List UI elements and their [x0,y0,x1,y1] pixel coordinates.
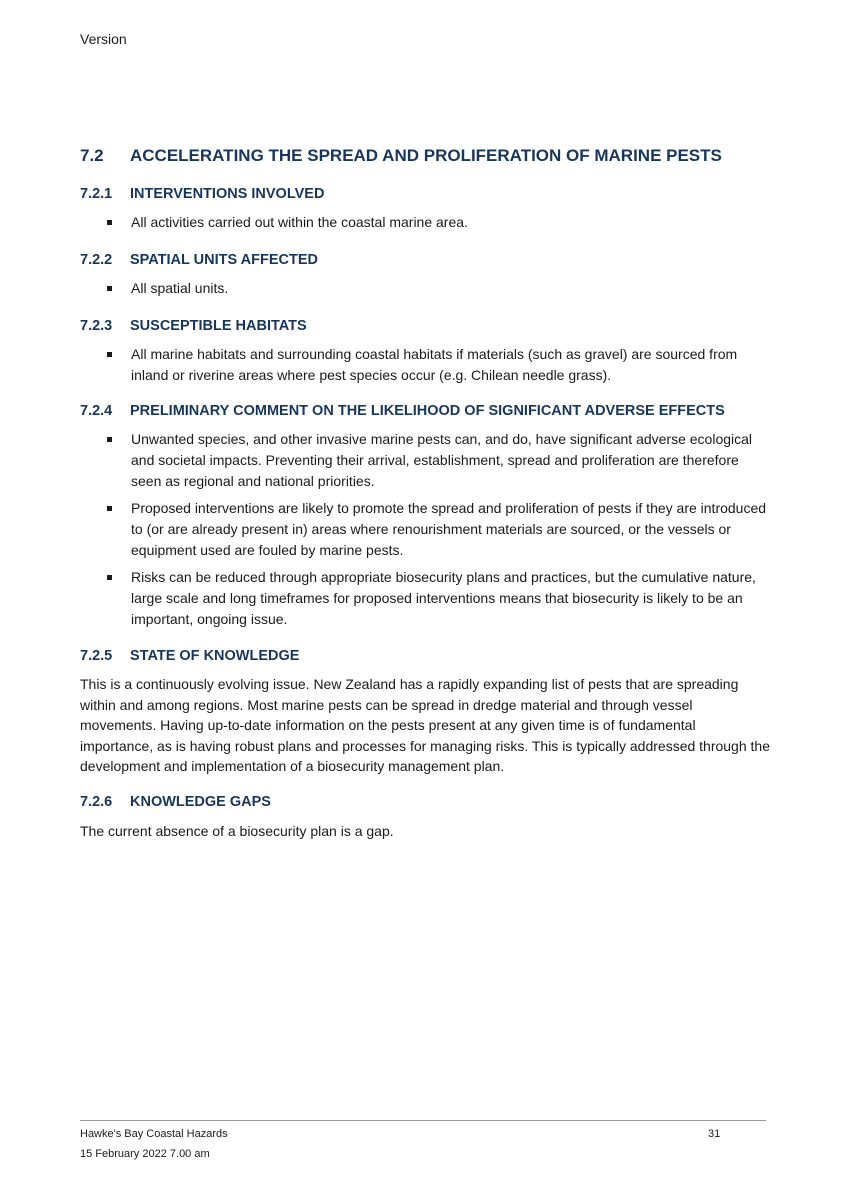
subsection-title: SPATIAL UNITS AFFECTED [130,252,318,268]
section-title: ACCELERATING THE SPREAD AND PROLIFERATION OF MARINE PESTS [130,146,722,165]
subsection-number: 7.2.1 [80,186,113,202]
paragraph: This is a continuously evolving issue. New Zealand has a rapidly expanding list of pests that are spreading within and among regions. Most marine pests can be spread in dredge material and through vessel movements. Having up-to-date information on the pests present at any given time is of fundamental importance, as is having robust plans and processes for managing risks. This is typically addressed through the development and implementation of a biosecurity management plan. [80,676,770,774]
header-version: Version [80,31,127,47]
bullet-text: All spatial units. [131,280,229,296]
footer-date: 15 February 2022 7.00 am [80,1148,210,1160]
footer-doc-title: Hawke's Bay Coastal Hazards [80,1128,228,1140]
bullet-text: All activities carried out within the coastal marine area. [131,214,468,230]
subsection-number: 7.2.2 [80,252,113,268]
subsection-number: 7.2.6 [80,794,113,810]
subsection-heading-state-of-knowledge [80,648,300,664]
bullet-marker [107,575,112,580]
subsection-title: STATE OF KNOWLEDGE [130,648,300,664]
section-number: 7.2 [80,146,104,165]
paragraph: The current absence of a biosecurity plan is a gap. [80,823,394,839]
bullet-text: All marine habitats and surrounding coastal habitats if materials (such as gravel) are sourced from inland or riverine areas where pest species occur (e.g. Chilean needle grass). [131,346,738,383]
subsection-title: INTERVENTIONS INVOLVED [130,186,325,202]
subsection-number: 7.2.5 [80,648,113,664]
subsection-heading-habitats [80,318,307,334]
bullet-marker [107,286,112,291]
subsection-number: 7.2.3 [80,318,113,334]
bullet-marker [107,220,112,225]
bullet-marker [107,352,112,357]
subsection-number: 7.2.4 [80,403,113,419]
bullet-text: Unwanted species, and other invasive marine pests can, and do, have significant adverse ecological and societal impacts. Preventing their arrival, establishment, spread and proliferation are therefore seen as regional and national priorities. [131,431,753,489]
section-heading [80,146,722,166]
bullet-text: Proposed interventions are likely to promote the spread and proliferation of pests if they are introduced to (or are already present in) areas where renourishment materials are sourced, or the vessels or equipment used are fouled by marine pests. [131,500,767,558]
bullet-marker [107,437,112,442]
subsection-title: KNOWLEDGE GAPS [130,794,271,810]
page-number: 31 [708,1128,721,1140]
subsection-heading-knowledge-gaps [80,794,271,810]
subsection-title: PRELIMINARY COMMENT ON THE LIKELIHOOD OF SIGNIFICANT ADVERSE EFFECTS [130,403,725,419]
footer-divider [80,1120,766,1121]
subsection-heading-interventions [80,186,325,202]
subsection-heading-spatial-units [80,252,318,268]
subsection-title: SUSCEPTIBLE HABITATS [130,318,307,334]
subsection-heading-preliminary-comment [80,403,725,419]
bullet-marker [107,506,112,511]
bullet-text: Risks can be reduced through appropriate biosecurity plans and practices, but the cumulative nature, large scale and long timeframes for proposed interventions means that biosecurity is likely to be an important, ongoing issue. [131,569,756,627]
